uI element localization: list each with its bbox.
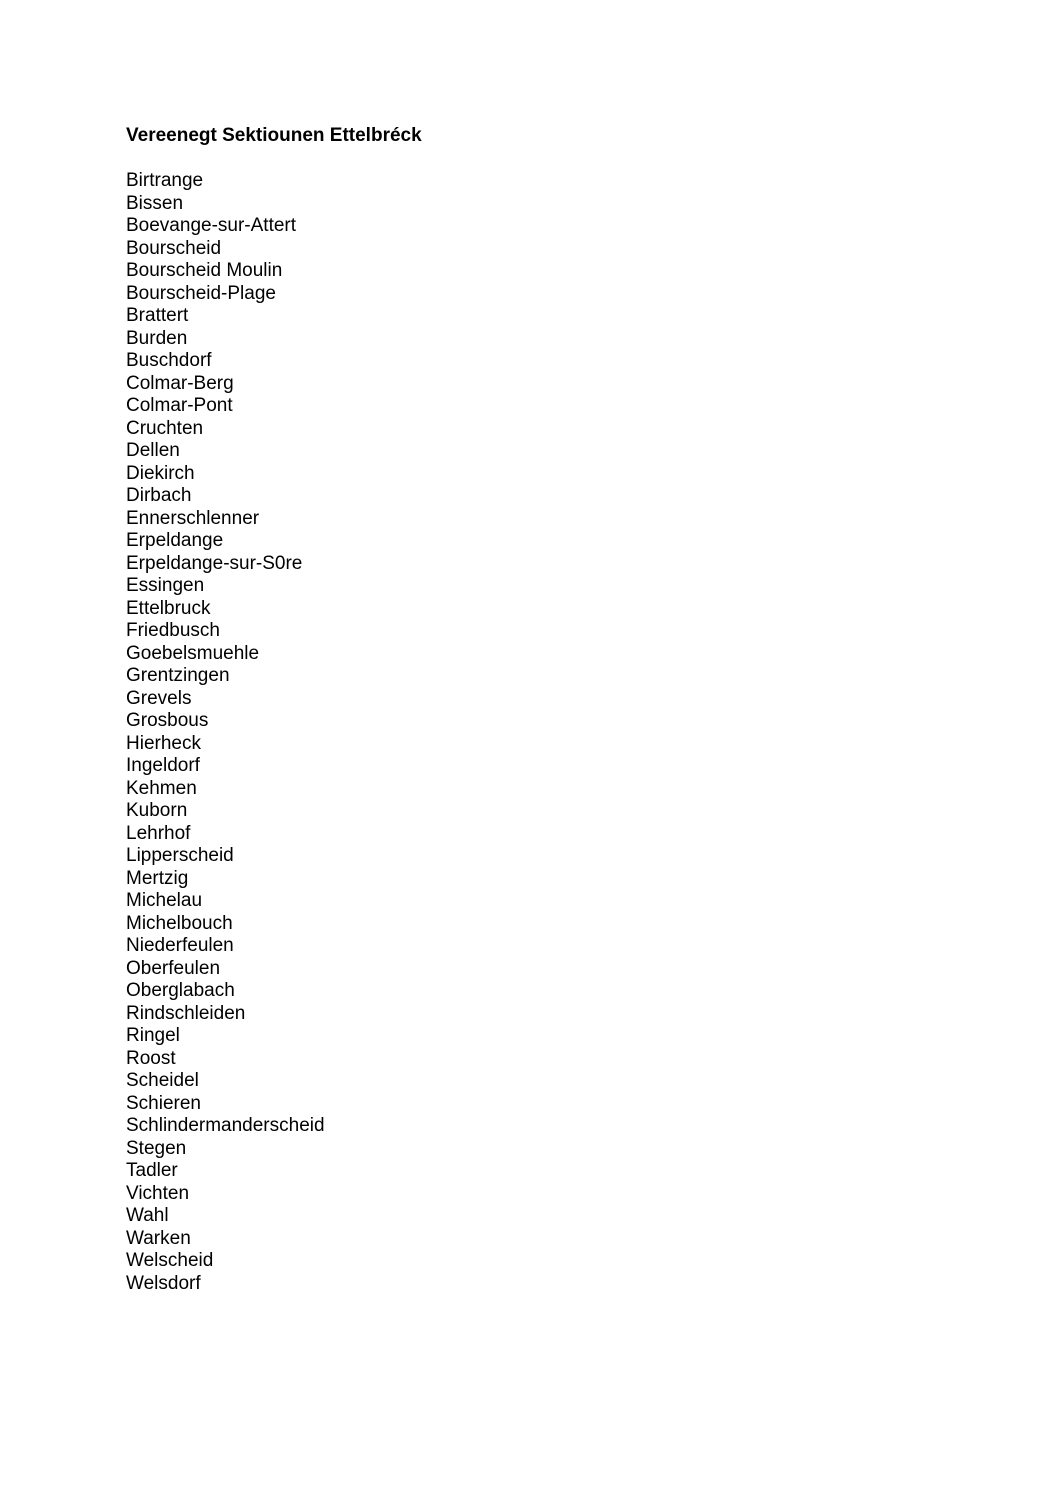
place-list-item: Friedbusch [126,620,220,641]
place-list-item: Grosbous [126,710,209,731]
place-list-item: Goebelsmuehle [126,642,260,664]
place-list-item: Stegen [126,1137,187,1159]
place-list-item: Vichten [126,1182,190,1204]
place-list-item: Colmar-Pont [126,395,233,416]
place-list-item: Boevange-sur-Attert [126,215,297,236]
place-list-item: Scheidel [126,1070,199,1091]
place-list-item: Brattert [126,305,189,326]
place-list [126,170,325,1295]
place-list-item: Essingen [126,575,205,596]
place-list-item: Erpeldange-sur-S0re [126,552,303,574]
place-list-item: Cruchten [126,417,204,439]
place-list-item: Colmar-Berg [126,372,234,394]
place-list-item: Ringel [126,1025,180,1046]
place-list-item: Oberglabach [126,980,235,1001]
place-list-item: Tadler [126,1160,178,1181]
place-list-item: Bissen [126,192,184,214]
place-list-item: Warken [126,1227,191,1249]
place-list-item: Dirbach [126,485,192,506]
place-list-item: Kehmen [126,777,197,799]
place-list-item: Rindschleiden [126,1002,246,1024]
document-title: Vereenegt Sektiounen Ettelbréck [126,125,422,146]
place-list-item: Hierheck [126,732,201,754]
place-list-item: Kuborn [126,800,188,821]
place-list-item: Lipperscheid [126,845,234,866]
place-list-item: Burden [126,327,188,349]
place-list-item: Bourscheid Moulin [126,260,283,281]
place-list-item: Roost [126,1047,176,1069]
place-list-item: Schlindermanderscheid [126,1115,325,1136]
place-list-item: Buschdorf [126,350,212,371]
place-list-item: Erpeldange [126,530,224,551]
place-list-item: Wahl [126,1205,169,1226]
place-list-item: Welscheid [126,1250,214,1271]
place-list-item: Ettelbruck [126,597,211,619]
place-list-item: Lehrhof [126,822,191,844]
place-list-item: Grevels [126,687,192,709]
place-list-item: Ennerschlenner [126,507,260,529]
place-list-item: Dellen [126,440,180,461]
place-list-item: Michelau [126,890,203,911]
place-list-item: Diekirch [126,462,195,484]
place-list-item: Welsdorf [126,1272,201,1294]
place-list-item: Birtrange [126,170,204,191]
place-list-item: Mertzig [126,867,189,889]
place-list-item: Niederfeulen [126,935,234,956]
place-list-item: Ingeldorf [126,755,200,776]
place-list-item: Schieren [126,1092,201,1114]
place-list-item: Bourscheid [126,237,222,259]
place-list-item: Michelbouch [126,912,233,934]
place-list-item: Bourscheid-Plage [126,282,276,304]
place-list-item: Grentzingen [126,665,230,686]
place-list-item: Oberfeulen [126,957,221,979]
